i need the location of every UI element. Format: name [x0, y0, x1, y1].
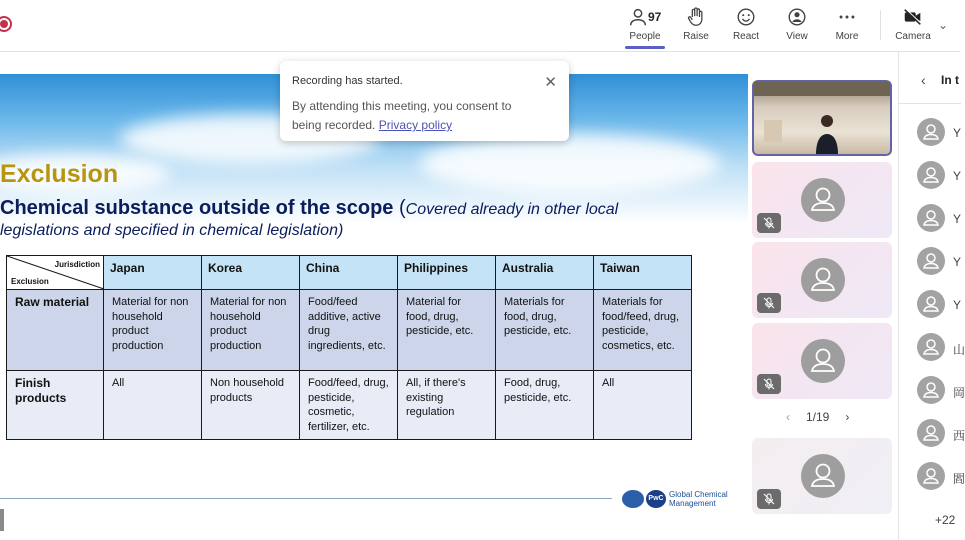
chevron-left-icon[interactable]: ‹ [786, 410, 790, 424]
speaker-person-icon [816, 112, 838, 154]
table-cell: Food, drug, pesticide, etc. [496, 371, 594, 440]
row-header: Finish products [7, 371, 104, 440]
table-cell: All [104, 371, 202, 440]
person-icon [917, 290, 945, 318]
privacy-policy-link[interactable]: Privacy policy [378, 118, 453, 132]
raise-hand-button[interactable] [680, 6, 712, 46]
toast-body-text: By attending this meeting, you consent to being recorded. [292, 99, 512, 132]
participant-tile[interactable] [752, 242, 892, 318]
table-cell: All [594, 371, 692, 440]
camera-label: Camera [895, 31, 931, 42]
corner-exclusion-label: Exclusion [11, 277, 49, 286]
camera-off-icon [902, 6, 924, 28]
participant-name: 西 [953, 429, 965, 443]
cloud-shape [420, 134, 720, 194]
chevron-left-icon[interactable]: ‹ [921, 72, 926, 88]
mic-off-icon [757, 213, 781, 233]
avatar[interactable] [917, 118, 945, 146]
participant-name: Y [953, 298, 962, 312]
slide-subtitle [0, 197, 618, 220]
view-label: View [786, 31, 808, 42]
person-icon [917, 161, 945, 189]
close-icon[interactable]: ✕ [544, 74, 557, 91]
participant-tile[interactable] [752, 162, 892, 238]
org-logo-icon [622, 490, 644, 508]
panel-section-title: In t [941, 73, 959, 87]
table-row [7, 290, 692, 371]
camera-options-chevron-icon[interactable]: ⌄ [938, 18, 949, 32]
ceiling-shape [754, 82, 890, 96]
participant-tile[interactable] [752, 438, 892, 514]
avatar[interactable] [917, 161, 945, 189]
toast-title: Recording has started. [292, 75, 403, 87]
video-tile-active-speaker[interactable] [752, 80, 892, 156]
subtitle-bold: Chemical substance outside of the scope [0, 197, 394, 219]
avatar[interactable] [917, 204, 945, 232]
pwc-logo-icon: PwC [646, 490, 666, 508]
table-cell: Non household products [202, 371, 300, 440]
participant-name: Y [953, 255, 962, 269]
col-header: Japan [104, 256, 202, 290]
more-label: More [835, 31, 859, 42]
more-participants-count[interactable]: +22 [935, 513, 956, 527]
participant-name: Y [953, 169, 962, 183]
pager-label: 1/19 [806, 410, 830, 424]
react-label: React [732, 31, 760, 42]
avatar[interactable] [917, 247, 945, 275]
people-active-indicator [625, 46, 665, 49]
table-cell: Material for non household product production [202, 290, 300, 371]
ellipsis-icon [836, 6, 858, 28]
participant-name: Y [953, 212, 962, 226]
col-header: Australia [496, 256, 594, 290]
avatar [801, 258, 845, 302]
person-icon [801, 454, 845, 498]
people-panel-header [899, 52, 961, 104]
table-cell: Materials for food/feed, drug, pesticide, cosmetics, etc. [594, 290, 692, 371]
react-button[interactable] [730, 6, 762, 46]
slide-title: Exclusion [0, 160, 119, 188]
col-header: Taiwan [594, 256, 692, 290]
table-header-row [7, 256, 692, 290]
person-icon [917, 204, 945, 232]
people-panel [898, 52, 965, 540]
table-cell: Materials for food, drug, pesticide, etc. [496, 290, 594, 371]
more-button[interactable] [831, 6, 863, 46]
participant-tile[interactable] [752, 323, 892, 399]
people-label: People [629, 31, 661, 42]
table-cell: Material for non household product production [104, 290, 202, 371]
recording-indicator-icon [0, 16, 12, 32]
smiley-icon [735, 6, 757, 28]
people-count: 97 [648, 10, 662, 24]
subtitle-italic: Covered already in other local [405, 201, 619, 218]
person-icon [917, 333, 945, 361]
avatar [801, 178, 845, 222]
person-icon [801, 258, 845, 302]
toast-body [292, 97, 542, 135]
view-icon [786, 6, 808, 28]
meeting-toolbar [0, 0, 960, 52]
participant-strip [748, 52, 898, 540]
person-icon [801, 339, 845, 383]
slide-subtitle-line2: legislations and specified in chemical legislation) [0, 222, 344, 239]
hand-icon [685, 6, 707, 28]
table-corner-cell [7, 256, 104, 290]
participant-name: Y [953, 126, 962, 140]
col-header: Philippines [398, 256, 496, 290]
corner-jurisdiction-label: Jurisdiction [54, 260, 100, 269]
gallery-pager [786, 410, 849, 424]
exclusion-table [6, 255, 692, 440]
slide-edge-handle[interactable] [0, 509, 4, 531]
table-cell: Food/feed, drug, pesticide, cosmetic, fertilizer, etc. [300, 371, 398, 440]
table-cell: Material for food, drug, pesticide, etc. [398, 290, 496, 371]
person-icon [917, 118, 945, 146]
person-icon [917, 247, 945, 275]
col-header: China [300, 256, 398, 290]
person-icon [627, 6, 649, 28]
view-button[interactable] [781, 6, 813, 46]
raise-label: Raise [683, 31, 709, 42]
logo-text: Global Chemical Management [669, 490, 728, 508]
participant-name: 山 [953, 343, 965, 357]
person-icon [801, 178, 845, 222]
avatar[interactable] [917, 333, 945, 361]
recording-notification [280, 61, 569, 141]
row-header: Raw material [7, 290, 104, 371]
col-header: Korea [202, 256, 300, 290]
subtitle-paren: ( [393, 197, 406, 219]
table-cell: All, if there's existing regulation [398, 371, 496, 440]
avatar [801, 339, 845, 383]
person-icon [917, 376, 945, 404]
chevron-right-icon[interactable]: › [845, 410, 850, 424]
avatar[interactable] [917, 376, 945, 404]
avatar[interactable] [917, 290, 945, 318]
avatar[interactable] [917, 462, 945, 490]
slide-footer-line [0, 498, 612, 499]
toolbar-divider [880, 10, 881, 40]
table-cell: Food/feed additive, active drug ingredients, etc. [300, 290, 398, 371]
camera-button[interactable] [895, 6, 931, 46]
person-icon [917, 462, 945, 490]
avatar [801, 454, 845, 498]
participant-name: 閻 [953, 472, 965, 486]
table-row [7, 371, 692, 440]
participant-name: 岡 [953, 386, 965, 400]
mic-off-icon [757, 293, 781, 313]
chair-shape [764, 120, 782, 142]
person-icon [917, 419, 945, 447]
mic-off-icon [757, 374, 781, 394]
avatar[interactable] [917, 419, 945, 447]
mic-off-icon [757, 489, 781, 509]
